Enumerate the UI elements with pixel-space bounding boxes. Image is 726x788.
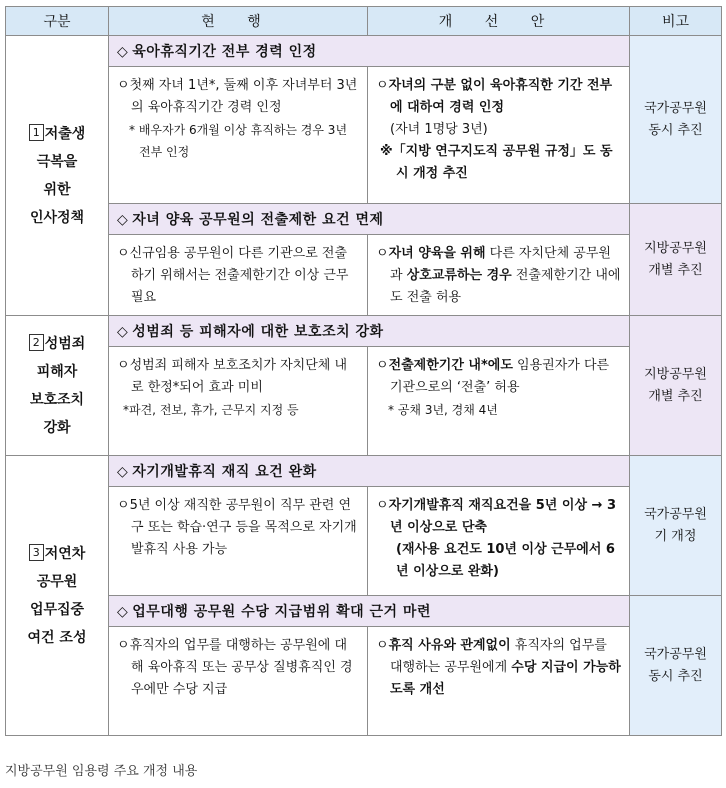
improved-cell [368,67,630,204]
group-title: ◇ 성범죄 등 피해자에 대한 보호조치 강화 [109,316,630,347]
section-number: 2 [29,334,44,351]
current-note: * 배우자가 6개월 이상 휴직하는 경우 3년 전부 인정 [129,123,348,159]
remark-cell: 국가공무원 기 개정 [630,456,722,596]
subtitle-row [6,316,722,347]
current-bullet: ㅇ신규임용 공무원이 다른 기관으로 전출하기 위해서는 전출제한기간 이상 근무 필요 [117,246,349,305]
subtitle-row [6,456,722,487]
current-bullet: ㅇ휴직자의 업무를 대행하는 공무원에 대해 육아휴직 또는 공무상 질병휴직인 경우에만 수당 지급 [117,638,353,697]
header-row [6,7,722,36]
improved-paren: (재사용 요건도 10년 이상 근무에서 6년 이상으로 완화) [396,542,615,579]
improved-paren: (자녀 1명당 3년) [390,122,488,137]
section-number: 1 [29,124,44,141]
improved-bullet: ㅇ휴직 사유와 관계없이 휴직자의 업무를 대행하는 공무원에게 수당 지급이 가능하도록 개선 [376,638,621,697]
diamond-icon: ◇ [117,604,129,620]
group-title: ◇ 육아휴직기간 전부 경력 인정 [109,36,630,67]
current-cell [109,235,368,316]
remark-cell: 지방공무원 개별 추진 [630,204,722,316]
header-remark: 비고 [630,7,722,36]
group-title: ◇ 자녀 양육 공무원의 전출제한 요건 면제 [109,204,630,235]
category-line: 강화 [43,419,71,436]
category-cell [6,316,109,456]
subtitle-row [6,204,722,235]
content-row [6,627,722,736]
improved-note: * 공채 3년, 경채 4년 [388,403,498,417]
category-line: 피해자 [36,363,78,380]
category-line: 저연차 [44,545,86,562]
remark-cell: 지방공무원 개별 추진 [630,316,722,456]
current-note: *파견, 전보, 휴가, 근무지 지정 등 [123,403,299,417]
category-line: 성범죄 [44,335,86,352]
category-line: 인사정책 [29,209,85,226]
category-line: 위한 [43,181,71,198]
improved-bullet: ㅇ자녀의 구분 없이 육아휴직한 기간 전부에 대하여 경력 인정 [376,78,613,115]
improved-note: ※「지방 연구지도직 공무원 규정」도 동시 개정 추진 [380,144,613,181]
improved-cell [368,235,630,316]
subtitle-row [6,596,722,627]
group-title: ◇ 업무대행 공무원 수당 지급범위 확대 근거 마련 [109,596,630,627]
category-line: 저출생 [44,125,86,142]
category-cell [6,36,109,316]
header-improved: 개 선 안 [368,7,630,36]
improved-bullet: ㅇ전출제한기간 내*에도 임용권자가 다른 기관으로의 ‘전출’ 허용 [376,358,610,395]
content-row [6,67,722,204]
improved-bullet: ㅇ자녀 양육을 위해 다른 자치단체 공무원과 상호교류하는 경우 전출제한기간 내에도 전출 허용 [376,246,621,305]
diamond-icon: ◇ [117,44,129,60]
diamond-icon: ◇ [117,212,129,228]
current-cell [109,347,368,456]
remark-cell: 국가공무원 동시 추진 [630,596,722,736]
header-category: 구분 [6,7,109,36]
category-cell [6,456,109,736]
current-cell [109,67,368,204]
improved-cell [368,487,630,596]
diamond-icon: ◇ [117,464,129,480]
current-cell [109,487,368,596]
category-line: 업무집중 [29,601,85,618]
category-line: 극복을 [36,153,78,170]
subtitle-row [6,36,722,67]
remark-cell: 국가공무원 동시 추진 [630,36,722,204]
section-number: 3 [29,544,44,561]
diamond-icon: ◇ [117,324,129,340]
revision-table [5,6,722,736]
current-bullet: ㅇ성범죄 피해자 보호조치가 자치단체 내로 한정*되어 효과 미비 [117,358,348,395]
figure-caption: 지방공무원 임용령 주요 개정 내용 [5,764,198,779]
content-row [6,487,722,596]
content-row [6,347,722,456]
current-bullet: ㅇ첫째 자녀 1년*, 둘째 이후 자녀부터 3년의 육아휴직기간 경력 인정 [117,78,358,115]
header-current: 현 행 [109,7,368,36]
content-row [6,235,722,316]
group-title: ◇ 자기개발휴직 재직 요건 완화 [109,456,630,487]
current-bullet: ㅇ5년 이상 재직한 공무원이 직무 관련 연구 또는 학습·연구 등을 목적으로 자기개발휴직 사용 가능 [117,498,357,557]
improved-cell [368,347,630,456]
current-cell [109,627,368,736]
improved-cell [368,627,630,736]
category-line: 공무원 [36,573,78,590]
improved-bullet: ㅇ자기개발휴직 재직요건을 5년 이상 → 3년 이상으로 단축 [376,498,616,535]
category-line: 보호조치 [29,391,85,408]
category-line: 여건 조성 [27,629,87,646]
